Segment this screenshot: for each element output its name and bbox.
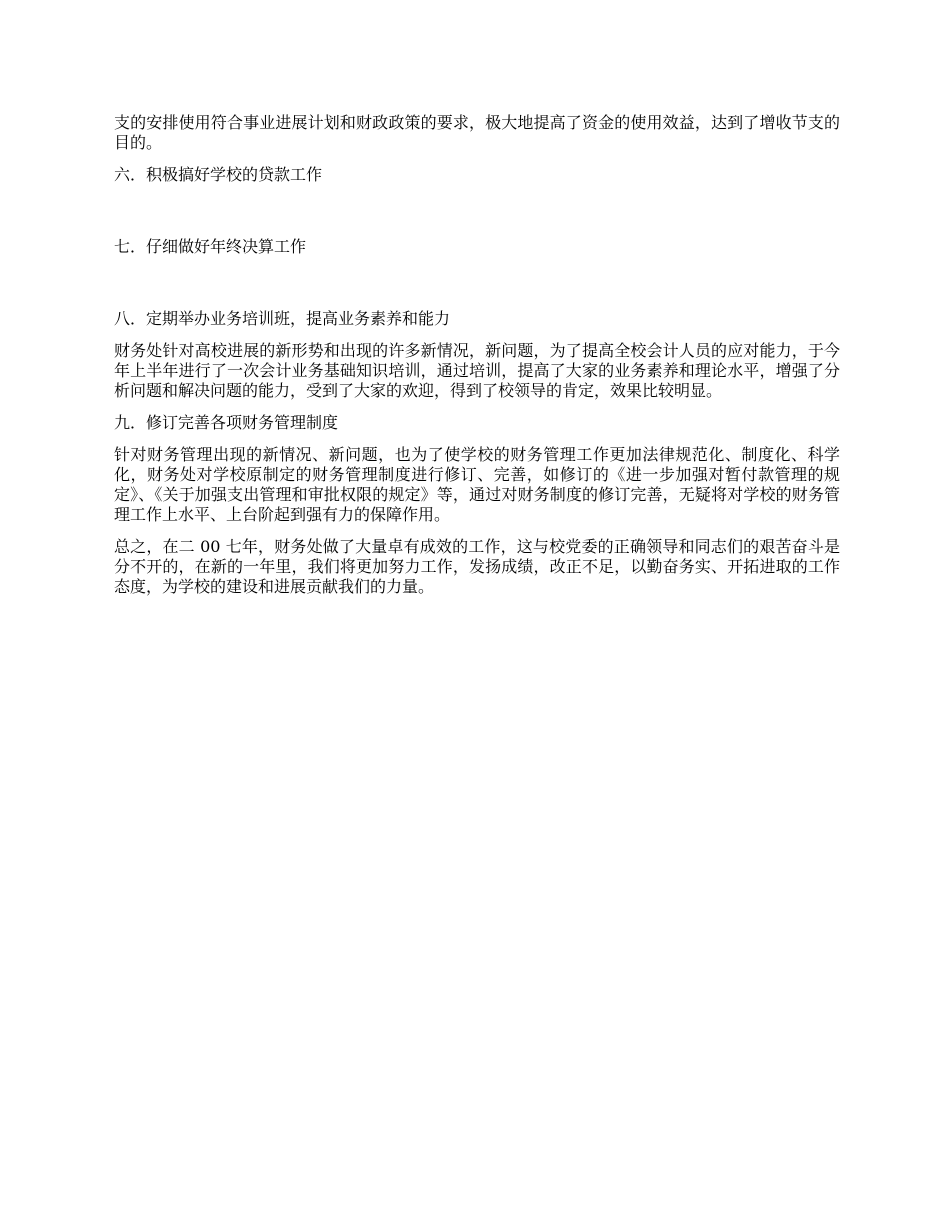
section-heading-9: 九．修订完善各项财务管理制度	[114, 413, 339, 432]
summary-paragraph: 总之，在二 00 七年，财务处做了大量卓有成效的工作，这与校党委的正确领导和同志们的艰苦奋斗是分不开的，在新的一年里，我们将更加努力工作，发扬成绩，改正不足，以勤奋务实、开拓进取的工作态度，为学校的建设和进展贡献我们的力量。	[114, 537, 840, 596]
section-heading-7: 七．仔细做好年终决算工作	[114, 237, 307, 256]
section-8-paragraph: 财务处针对高校进展的新形势和出现的许多新情况，新问题，为了提高全校会计人员的应对能力，于今年上半年进行了一次会计业务基础知识培训，通过培训，提高了大家的业务素养和理论水平，增强了分析问题和解决问题的能力，受到了大家的欢迎，得到了校领导的肯定，效果比较明显。	[114, 341, 840, 400]
section-heading-8: 八．定期举办业务培训班，提高业务素养和能力	[114, 309, 451, 328]
section-9-paragraph: 针对财务管理出现的新情况、新问题，也为了使学校的财务管理工作更加法律规范化、制度化、科学化，财务处对学校原制定的财务管理制度进行修订、完善，如修订的《进一步加强对暂付款管理的规定》、《关于加强支出管理和审批权限的规定》等，通过对财务制度的修订完善，无疑将对学校的财务管理工作上水平、上台阶起到强有力的保障作用。	[114, 445, 840, 524]
document-page	[114, 113, 840, 597]
section-heading-6: 六．积极搞好学校的贷款工作	[114, 165, 323, 184]
intro-paragraph: 支的安排使用符合事业进展计划和财政政策的要求，极大地提高了资金的使用效益，达到了增收节支的目的。	[114, 113, 840, 152]
